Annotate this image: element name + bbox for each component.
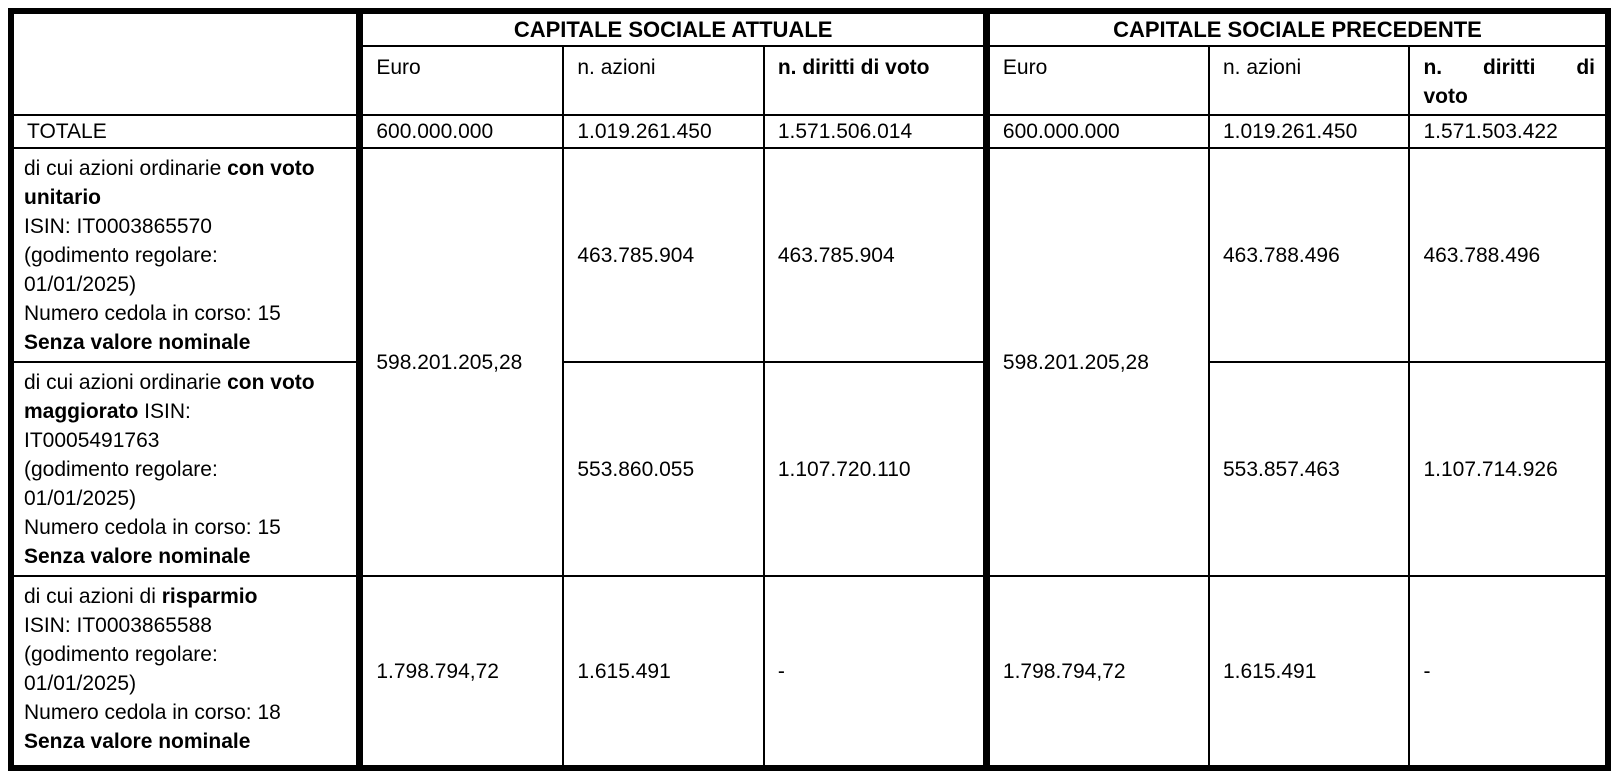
col-header-attuale-azioni: n. azioni: [563, 46, 763, 115]
risparmio-attuale-azioni: 1.615.491: [563, 576, 763, 768]
totale-attuale-euro: 600.000.000: [360, 115, 564, 148]
maggiorato-attuale-azioni: 553.860.055: [563, 362, 763, 576]
totale-attuale-diritti: 1.571.506.014: [764, 115, 987, 148]
euro-ordinarie-precedente-merged: 598.201.205,28: [986, 148, 1209, 576]
share-capital-table: [8, 8, 1611, 771]
col-group-precedente: CAPITALE SOCIALE PRECEDENTE: [986, 11, 1608, 46]
maggiorato-precedente-diritti: 1.107.714.926: [1409, 362, 1608, 576]
unitario-attuale-diritti: 463.785.904: [764, 148, 987, 362]
col-group-attuale: CAPITALE SOCIALE ATTUALE: [360, 11, 987, 46]
totale-precedente-euro: 600.000.000: [986, 115, 1209, 148]
totale-label: TOTALE: [11, 115, 360, 148]
risparmio-attuale-diritti: -: [764, 576, 987, 768]
col-header-attuale-diritti: n. diritti di voto: [764, 46, 987, 115]
col-header-precedente-azioni: n. azioni: [1209, 46, 1409, 115]
maggiorato-attuale-diritti: 1.107.720.110: [764, 362, 987, 576]
col-header-precedente-diritti: n. diritti di voto: [1409, 46, 1608, 115]
unitario-precedente-diritti: 463.788.496: [1409, 148, 1608, 362]
row-ordinarie-voto-unitario: [11, 148, 1608, 362]
label-risparmio: di cui azioni di risparmio ISIN: IT0003865588 (godimento regolare: 01/01/2025) Numero cedola in corso: 18 Senza valore nominale: [11, 576, 360, 768]
unitario-attuale-azioni: 463.785.904: [563, 148, 763, 362]
row-ordinarie-voto-maggiorato: [11, 362, 1608, 576]
corner-empty-cell: [11, 11, 360, 115]
risparmio-precedente-diritti: -: [1409, 576, 1608, 768]
row-totale: [11, 115, 1608, 148]
risparmio-attuale-euro: 1.798.794,72: [360, 576, 564, 768]
label-ordinarie-voto-maggiorato: di cui azioni ordinarie con voto maggiorato ISIN: IT0005491763 (godimento regolare: 01/01/2025) Numero cedola in corso: 15 Senza valore nominale: [11, 362, 360, 576]
totale-precedente-azioni: 1.019.261.450: [1209, 115, 1409, 148]
row-risparmio: [11, 576, 1608, 768]
col-header-precedente-euro: Euro: [986, 46, 1209, 115]
header-row-groups: [11, 11, 1608, 46]
totale-attuale-azioni: 1.019.261.450: [563, 115, 763, 148]
maggiorato-precedente-azioni: 553.857.463: [1209, 362, 1409, 576]
risparmio-precedente-euro: 1.798.794,72: [986, 576, 1209, 768]
euro-ordinarie-attuale-merged: 598.201.205,28: [360, 148, 564, 576]
unitario-precedente-azioni: 463.788.496: [1209, 148, 1409, 362]
risparmio-precedente-azioni: 1.615.491: [1209, 576, 1409, 768]
totale-precedente-diritti: 1.571.503.422: [1409, 115, 1608, 148]
col-header-attuale-euro: Euro: [360, 46, 564, 115]
label-ordinarie-voto-unitario: di cui azioni ordinarie con voto unitario ISIN: IT0003865570 (godimento regolare: 01/01/2025) Numero cedola in corso: 15 Senza valore nominale: [11, 148, 360, 362]
